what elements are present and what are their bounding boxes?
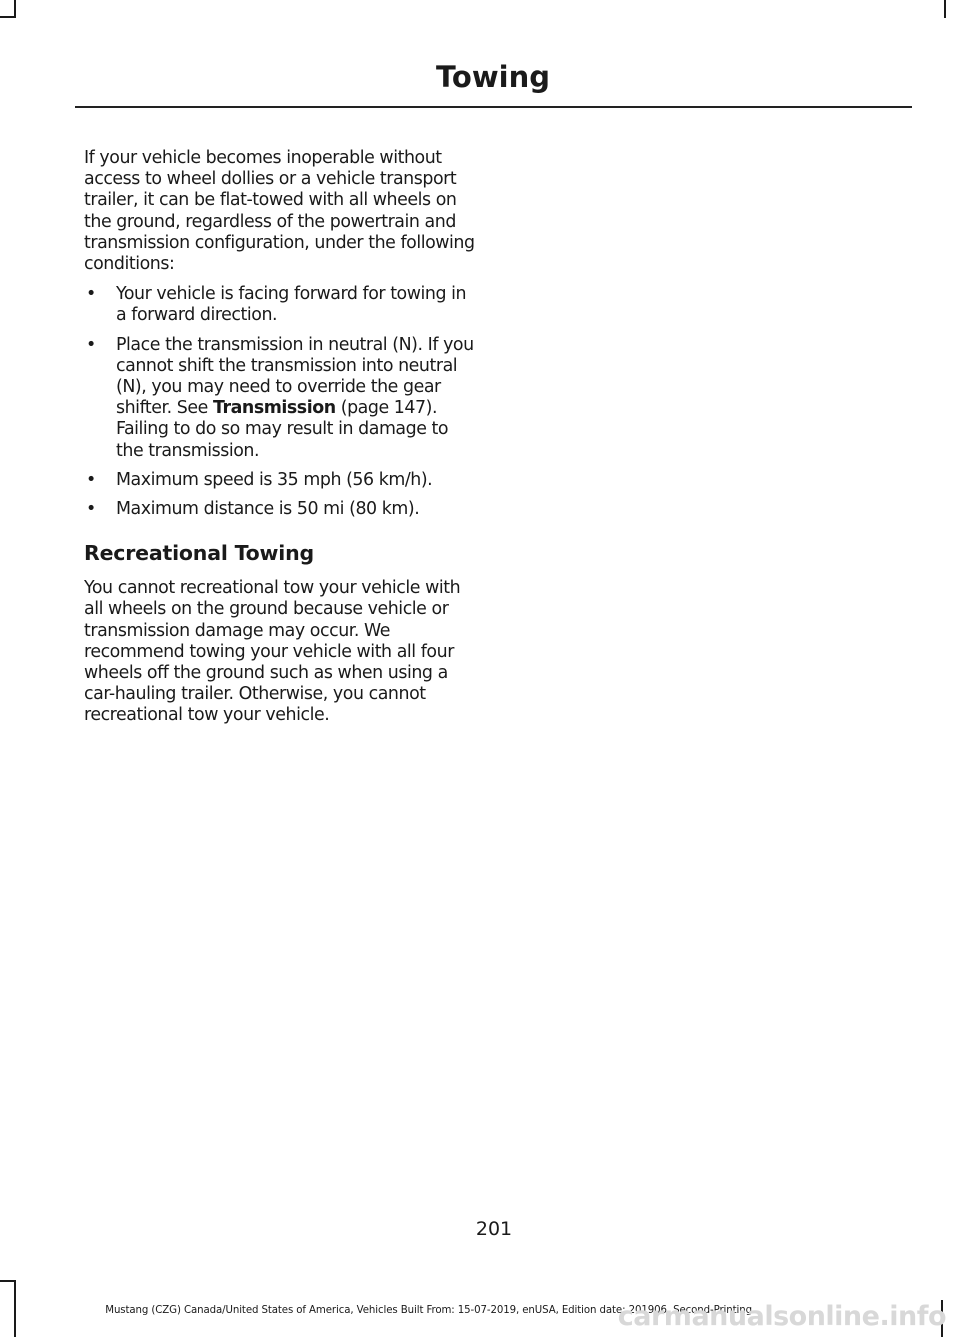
list-item [84, 335, 476, 462]
transmission-cross-reference[interactable]: Transmission [212, 398, 336, 419]
list-item-text: Maximum distance is 50 mi (80 km). [116, 499, 420, 520]
list-item-text: Place the transmission in neutral (N). If you cannot shift the transmission into neutral (N), you may need to override the gear shifter. See [116, 334, 474, 419]
section-paragraph: You cannot recreational tow your vehicle with all wheels on the ground because vehicle or transmission damage may occur. We recommend towing your vehicle with all four wheels off the ground such as when using a car-hauling trailer. Otherwise, you cannot recreational tow your vehicle. [84, 578, 461, 726]
list-item-text-continued: (page 147). Failing to do so may result in damage to the transmission. [116, 398, 449, 461]
list-item [84, 470, 476, 491]
list-item [84, 499, 476, 520]
crop-mark-bottom-left-horizontal [0, 1280, 16, 1282]
footer-text: Mustang (CZG) Canada/United States of America, Vehicles Built From: 15-07-2019, enUSA, Edition date: 201906, Second-Printing [105, 1305, 752, 1316]
page-number: 201 [475, 1218, 513, 1240]
section-heading: Recreational Towing [84, 541, 314, 566]
list-item-text: Maximum speed is 35 mph (56 km/h). [116, 469, 433, 490]
list-item-text: Your vehicle is facing forward for towing in a forward direction. [116, 284, 467, 326]
conditions-list [84, 284, 476, 520]
watermark: carmanualsonline.info [617, 1301, 946, 1332]
intro-paragraph: If your vehicle becomes inoperable without access to wheel dollies or a vehicle transport trailer, it can be flat-towed with all wheels on the ground, regardless of the powertrain and transmission configuration, under the following conditions: [84, 148, 475, 275]
bullet-marker: • [86, 334, 96, 355]
bullet-marker: • [86, 469, 96, 490]
header-divider [75, 106, 912, 108]
list-item [84, 284, 476, 326]
crop-mark-top-left-horizontal [0, 16, 16, 18]
main-content [84, 148, 476, 727]
page-title: Towing [436, 60, 550, 94]
bullet-marker: • [86, 499, 96, 520]
crop-mark-top-right [944, 0, 946, 18]
bullet-marker: • [86, 284, 96, 305]
